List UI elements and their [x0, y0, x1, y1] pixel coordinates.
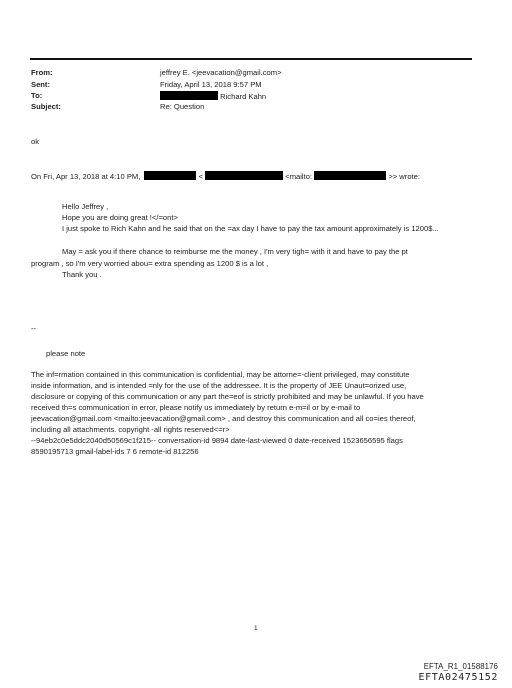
header-rule	[30, 58, 472, 60]
quoted-line: I just spoke to Rich Kahn and he said that on the =ax day I have to pay the tax amount approximately is 1200$...	[62, 224, 439, 233]
redaction-box	[144, 171, 196, 180]
disclaimer-line: received th=s communication in error, please notify us immediately by return e-m=il or by e-mail to	[31, 403, 361, 412]
quoted-line: May = ask you if there chance to reimburse me the money , I'm very tigh= with it and have to pay the pt	[62, 247, 408, 256]
please-note: please note	[46, 349, 86, 358]
quote-lt: <	[198, 172, 204, 181]
bates-number-secondary: EFTA02475152	[418, 672, 498, 683]
disclaimer-line: --94eb2c0e5ddc2040d50569c1f215-- conversation-id 9894 date-last-viewed 0 date-received 1523656595 flags	[31, 436, 403, 445]
page-number: 1	[254, 625, 258, 632]
disclaimer-line: 8590195713 gmail-label-ids 7 6 remote-id 812256	[31, 447, 199, 456]
disclaimer-line: including all attachments. copyright -all rights reserved<=r>	[31, 425, 230, 434]
quoted-greeting: Hello Jeffrey ,	[62, 202, 109, 211]
to-row	[160, 91, 266, 102]
from-label: From:	[31, 68, 53, 77]
quote-prefix: On Fri, Apr 13, 2018 at 4:10 PM,	[31, 172, 141, 181]
quoted-line: Thank you .	[62, 270, 102, 279]
quoted-line: program , so I'm very worried abou= extra spending as 1200 $ is a lot ,	[31, 259, 269, 268]
to-label: To:	[31, 91, 43, 100]
bates-number-primary: EFTA_R1_01588176	[423, 662, 498, 671]
redaction-box	[205, 171, 283, 180]
redaction-box	[314, 171, 386, 180]
to-value: Richard Kahn	[220, 92, 267, 101]
sent-label: Sent:	[31, 80, 50, 89]
signature-separator: --	[31, 324, 37, 333]
disclaimer-line: jeevacation@gmail.com <mailto:jeevacation@gmail.com> , and destroy this communication and all co=ies thereof,	[31, 414, 416, 423]
quote-suffix: >> wrote:	[388, 172, 420, 181]
disclaimer-line: The inf=rmation contained in this communication is confidential, may be attorne=-client privileged, may constitute	[31, 370, 410, 379]
disclaimer-line: inside information, and is intended =nly for the use of the addressee. It is the property of JEE Unaut=orized use,	[31, 381, 407, 390]
disclaimer-line: disclosure or copying of this communication or any part the=eof is strictly prohibited and may be unlawful. If you have	[31, 392, 424, 401]
quoted-line: Hope you are doing great !</=ont>	[62, 213, 178, 222]
subject-value: Re: Question	[160, 102, 205, 111]
redaction-box	[160, 91, 218, 100]
reply-text: ok	[31, 137, 40, 146]
quote-line	[31, 171, 420, 182]
sent-value: Friday, April 13, 2018 9:57 PM	[160, 80, 262, 89]
quote-mailto: <mailto:	[285, 172, 313, 181]
subject-label: Subject:	[31, 102, 61, 111]
from-value: jeffrey E. <jeevacation@gmail.com>	[160, 68, 282, 77]
